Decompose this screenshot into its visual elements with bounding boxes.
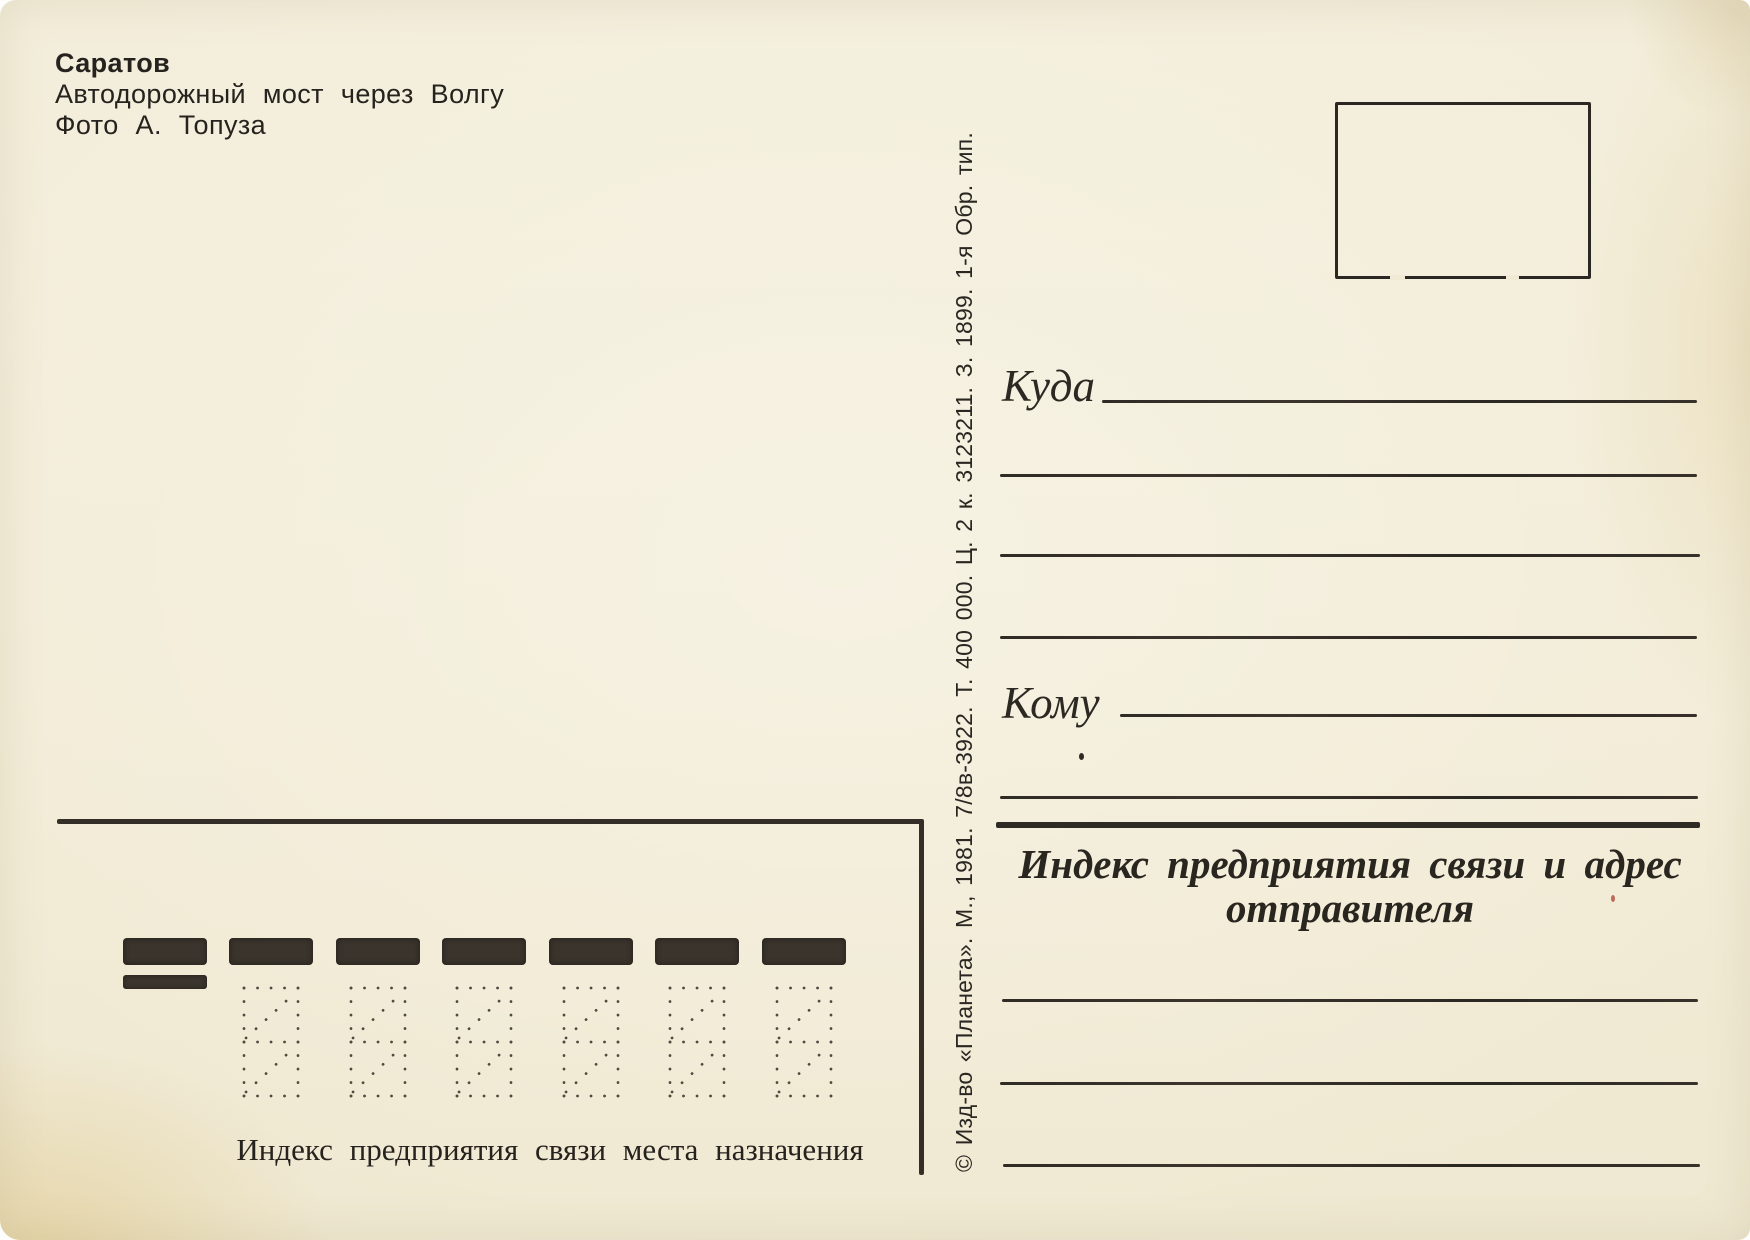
caption-city: Саратов — [55, 48, 171, 78]
digit-stencil — [452, 983, 516, 1101]
sender-caption-line1: Индекс предприятия связи и адрес — [1018, 841, 1682, 887]
sender-write-line — [1000, 1082, 1698, 1085]
index-bar — [442, 938, 526, 965]
index-bar — [229, 938, 313, 965]
address-write-line — [1000, 554, 1700, 557]
ink-speck — [1079, 753, 1084, 760]
stamp-box — [1335, 102, 1591, 279]
address-write-line — [1102, 400, 1697, 403]
stamp-border-gap — [1506, 275, 1519, 280]
destination-index-caption: Индекс предприятия связи места назначения — [236, 1132, 864, 1167]
divider-horizontal — [57, 819, 923, 824]
address-write-line — [1000, 636, 1697, 639]
photo-caption — [55, 48, 504, 141]
sender-write-line — [1002, 999, 1698, 1002]
index-bar — [655, 938, 739, 965]
publisher-imprint: © Изд-во «Планета». М., 1981. 7/8в-3922. Т. 400 000. Ц. 2 к. 3123211. З. 1899. 1-я Обр. тип. — [951, 132, 977, 1172]
digit-stencil — [559, 983, 623, 1101]
index-bar — [549, 938, 633, 965]
stamp-border-gap — [1390, 275, 1405, 280]
address-write-line — [1000, 796, 1698, 799]
sender-write-line — [1003, 1164, 1700, 1167]
digit-stencil — [772, 983, 836, 1101]
paper-speck — [1611, 895, 1615, 902]
recipient-label: Кому — [1002, 678, 1100, 728]
address-write-line — [1000, 474, 1697, 477]
divider-vertical — [919, 819, 924, 1175]
index-bar — [336, 938, 420, 965]
caption-subject: Автодорожный мост через Волгу — [55, 79, 505, 109]
digit-stencil — [239, 983, 303, 1101]
to-label: Куда — [1002, 361, 1096, 411]
address-write-line — [1120, 714, 1697, 717]
digit-stencil — [346, 983, 410, 1101]
index-bar — [762, 938, 846, 965]
digit-stencil — [665, 983, 729, 1101]
index-marker-bar — [123, 975, 207, 989]
caption-credit: Фото А. Топуза — [55, 110, 267, 140]
index-bar — [123, 938, 207, 965]
sender-section-divider — [996, 822, 1700, 828]
sender-caption-line2: отправителя — [1225, 885, 1474, 931]
